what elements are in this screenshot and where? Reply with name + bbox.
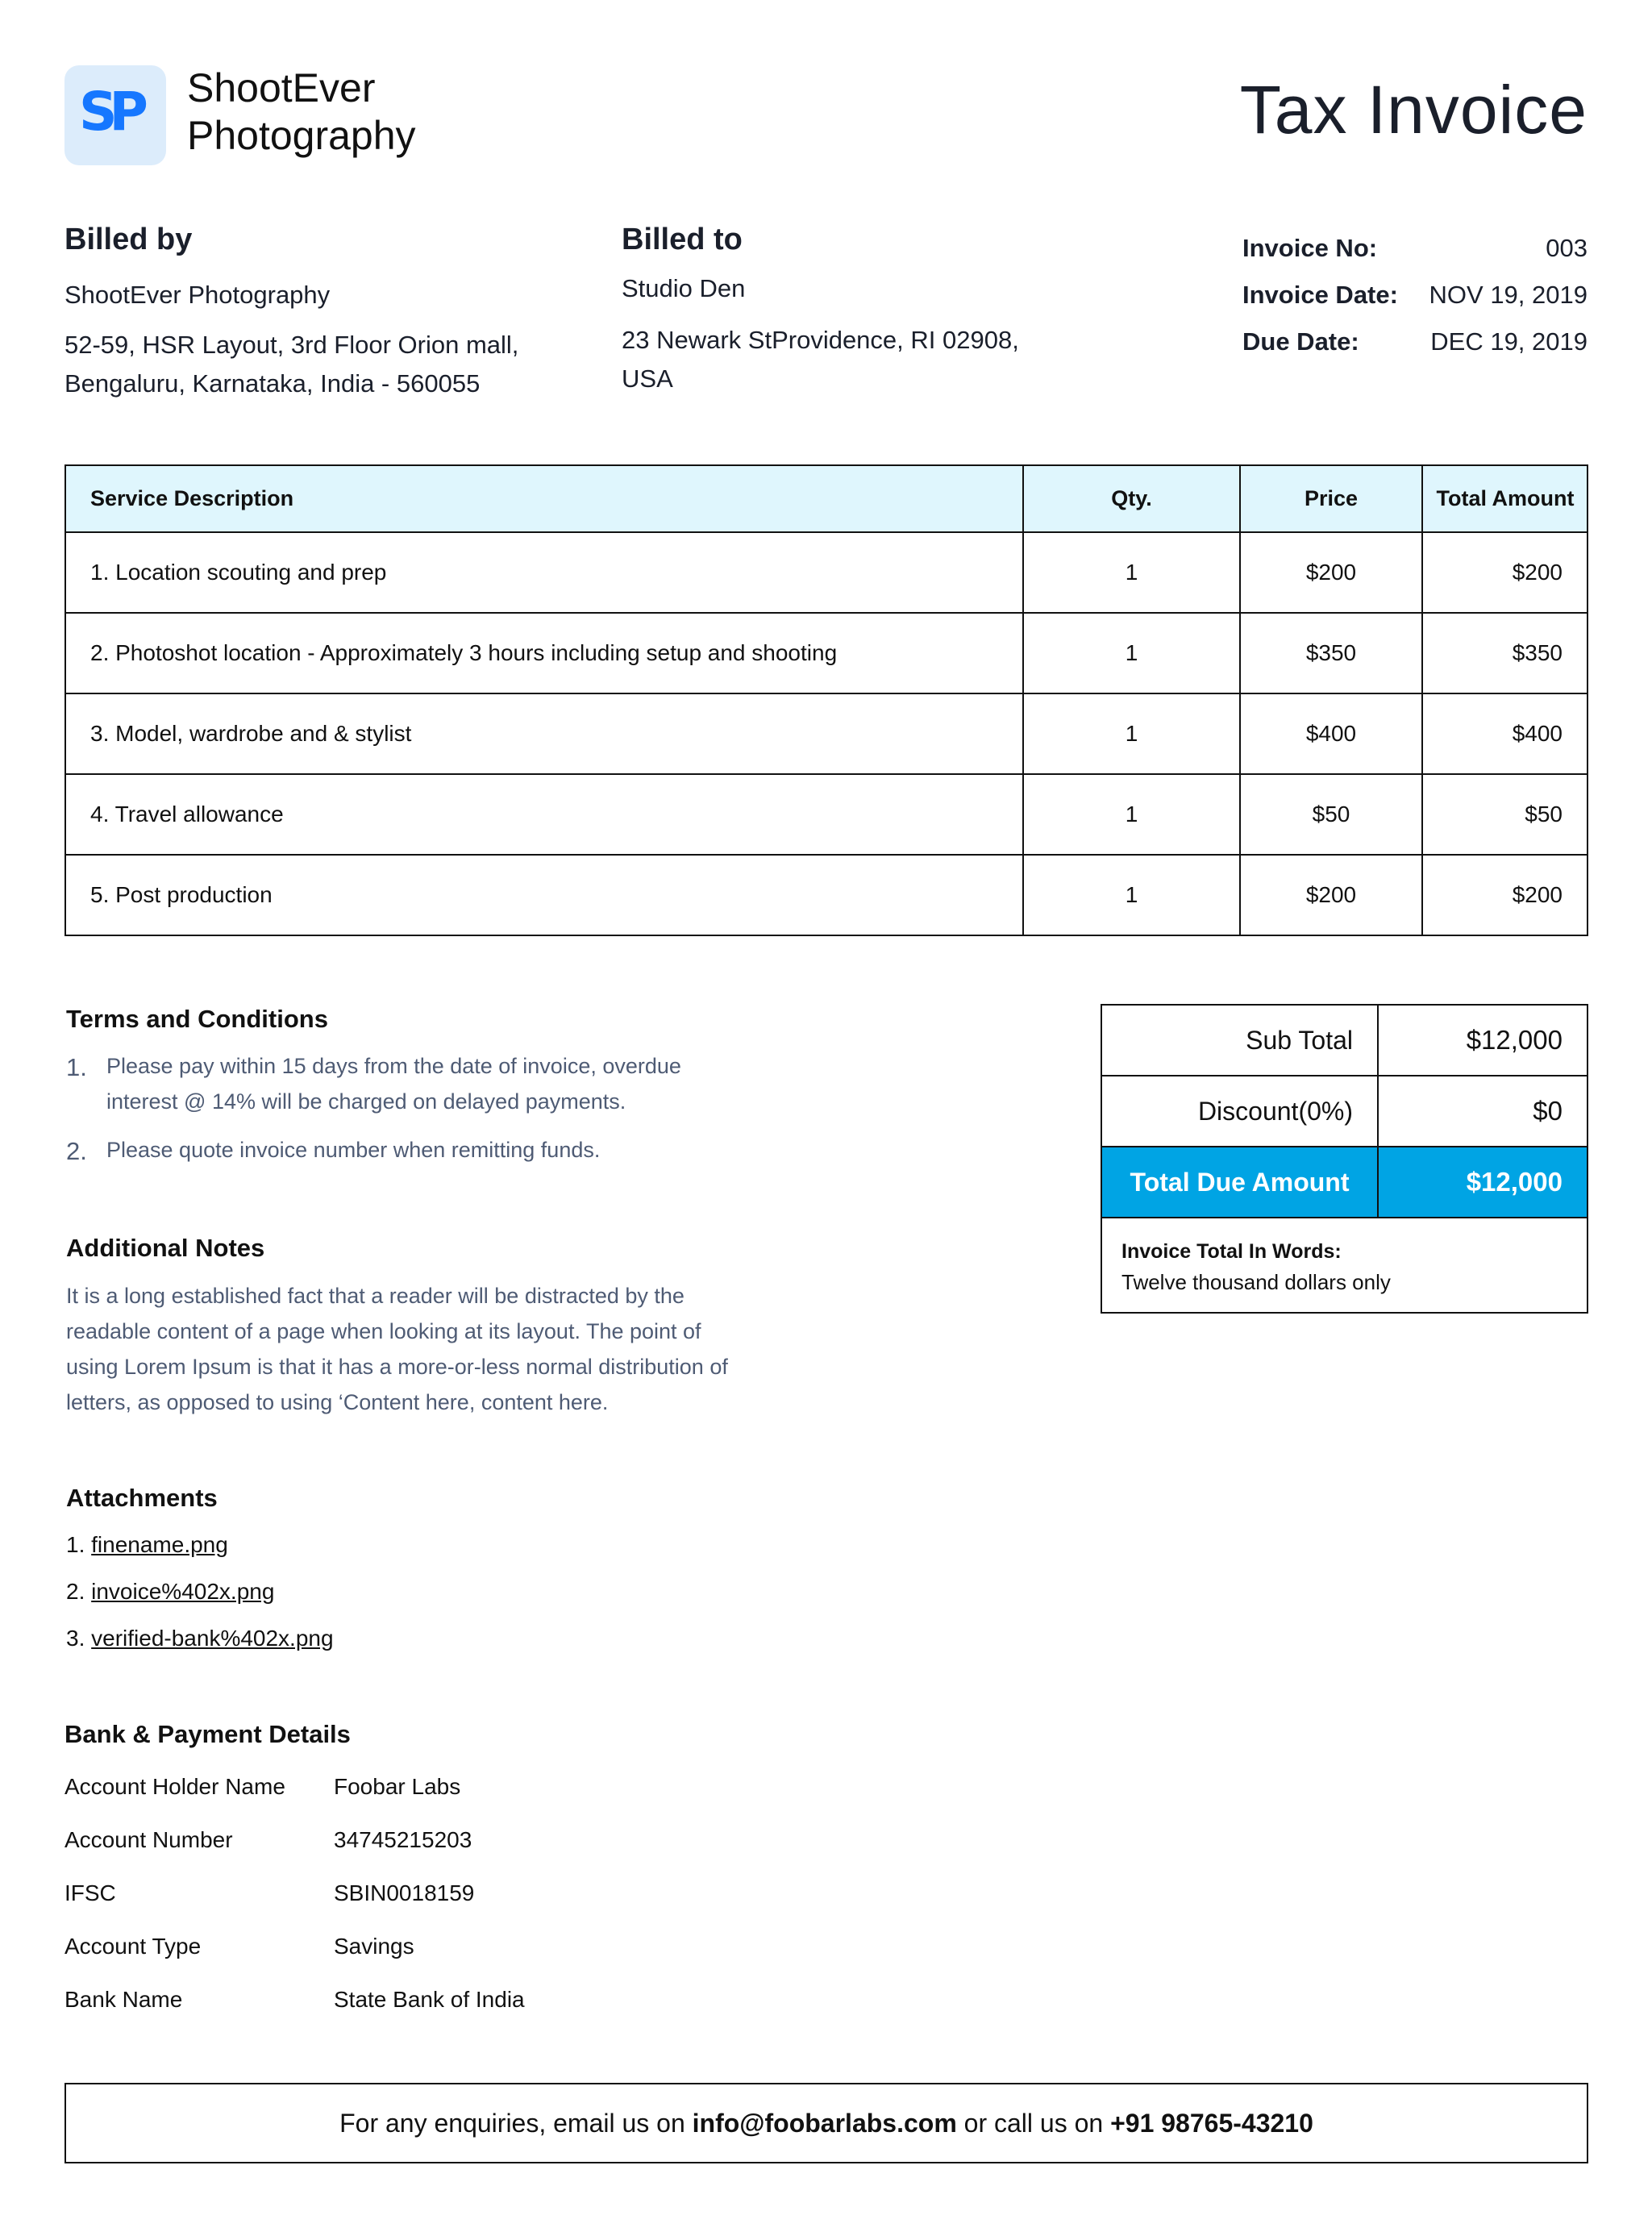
item-qty: 1 <box>1023 693 1240 774</box>
table-row <box>65 855 1588 935</box>
item-description: 4. Travel allowance <box>65 774 1023 855</box>
attachment-number: 1. <box>66 1532 85 1557</box>
bank-ifsc-label: IFSC <box>64 1880 116 1905</box>
item-qty: 1 <box>1023 855 1240 935</box>
attachments-heading: Attachments <box>66 1484 218 1512</box>
billed-by-address-line2: Bengaluru, Karnataka, India - 560055 <box>64 369 481 398</box>
total-due-row <box>1102 1147 1587 1218</box>
item-total: $200 <box>1422 532 1588 613</box>
page-title: Tax Invoice <box>1239 72 1588 148</box>
billed-to-address-line1: 23 Newark StProvidence, RI 02908, <box>622 326 1019 354</box>
billed-by-name: ShootEver Photography <box>64 281 331 309</box>
col-header-price: Price <box>1240 465 1422 532</box>
billed-by-heading: Billed by <box>64 223 193 256</box>
total-in-words-value: Twelve thousand dollars only <box>1121 1270 1391 1294</box>
notes-text <box>66 1278 728 1420</box>
invoice-no-value: 003 <box>1546 234 1588 262</box>
invoice-date-value: NOV 19, 2019 <box>1429 281 1588 309</box>
item-qty: 1 <box>1023 774 1240 855</box>
company-name-line1: ShootEver <box>187 65 376 110</box>
footer-prefix: For any enquiries, email us on <box>339 2108 685 2138</box>
item-price: $200 <box>1240 532 1422 613</box>
total-in-words <box>1102 1218 1587 1312</box>
bank-account-holder-label: Account Holder Name <box>64 1774 285 1799</box>
footer-phone[interactable]: +91 98765-43210 <box>1110 2108 1313 2138</box>
company-name <box>187 65 416 160</box>
table-row <box>65 774 1588 855</box>
discount-row <box>1102 1076 1587 1147</box>
bank-heading: Bank & Payment Details <box>64 1720 351 1748</box>
item-description: 1. Location scouting and prep <box>65 532 1023 613</box>
terms-item-text <box>106 1048 681 1119</box>
totals-box <box>1101 1004 1588 1314</box>
logo-letters: SP <box>79 81 140 143</box>
item-qty: 1 <box>1023 613 1240 693</box>
footer-enquiries <box>64 2083 1588 2163</box>
attachment-link[interactable]: finename.png <box>91 1532 228 1557</box>
due-date-value: DEC 19, 2019 <box>1430 327 1588 356</box>
item-description: 5. Post production <box>65 855 1023 935</box>
subtotal-label: Sub Total <box>1102 1006 1379 1075</box>
item-price: $350 <box>1240 613 1422 693</box>
subtotal-value: $12,000 <box>1466 1025 1563 1055</box>
item-description: 2. Photoshot location - Approximately 3 hours including setup and shooting <box>65 613 1023 693</box>
item-total: $400 <box>1422 693 1588 774</box>
col-header-description: Service Description <box>65 465 1023 532</box>
col-header-total: Total Amount <box>1422 465 1588 532</box>
notes-heading: Additional Notes <box>66 1234 265 1262</box>
bank-account-type-label: Account Type <box>64 1934 202 1959</box>
subtotal-row <box>1102 1006 1587 1076</box>
notes-line: readable content of a page when looking at its layout. The point of <box>66 1319 701 1343</box>
item-total: $50 <box>1422 774 1588 855</box>
item-price: $200 <box>1240 855 1422 935</box>
terms-item-line: Please pay within 15 days from the date of invoice, overdue <box>106 1054 681 1078</box>
footer-email[interactable]: info@foobarlabs.com <box>692 2108 957 2138</box>
billed-to-heading: Billed to <box>622 223 743 256</box>
attachment-item <box>66 1532 228 1558</box>
notes-line: It is a long established fact that a reader will be distracted by the <box>66 1284 685 1308</box>
company-name-line2: Photography <box>187 113 416 158</box>
col-header-qty: Qty. <box>1023 465 1240 532</box>
bank-account-number-value: 34745215203 <box>334 1827 472 1852</box>
attachment-number: 3. <box>66 1626 85 1651</box>
item-price: $50 <box>1240 774 1422 855</box>
billed-to-address-line2: USA <box>622 364 673 393</box>
terms-item-text: Please quote invoice number when remitting funds. <box>106 1138 601 1162</box>
table-row <box>65 613 1588 693</box>
table-row <box>65 693 1588 774</box>
attachment-link[interactable]: verified-bank%402x.png <box>91 1626 334 1651</box>
discount-label: Discount(0%) <box>1102 1076 1379 1146</box>
total-due-value: $12,000 <box>1466 1167 1563 1197</box>
item-total: $350 <box>1422 613 1588 693</box>
billed-to-name: Studio Den <box>622 274 746 302</box>
bank-account-type-value: Savings <box>334 1934 414 1959</box>
attachment-item <box>66 1579 274 1605</box>
table-row <box>65 532 1588 613</box>
invoice-no-label: Invoice No: <box>1242 234 1378 262</box>
bank-name-value: State Bank of India <box>334 1987 525 2012</box>
attachment-link[interactable]: invoice%402x.png <box>91 1579 275 1604</box>
table-header-row <box>65 465 1588 532</box>
notes-line: letters, as opposed to using ‘Content here, content here. <box>66 1390 609 1414</box>
company-logo <box>64 65 166 165</box>
sp-logo-icon <box>64 65 166 165</box>
footer-middle: or call us on <box>963 2108 1104 2138</box>
item-description: 3. Model, wardrobe and & stylist <box>65 693 1023 774</box>
bank-name-label: Bank Name <box>64 1987 183 2012</box>
notes-line: using Lorem Ipsum is that it has a more-or-less normal distribution of <box>66 1355 728 1379</box>
due-date-label: Due Date: <box>1242 327 1359 356</box>
items-table <box>64 464 1588 936</box>
invoice-date-label: Invoice Date: <box>1242 281 1398 309</box>
terms-item-number: 2. <box>66 1137 87 1165</box>
bank-account-number-label: Account Number <box>64 1827 233 1852</box>
terms-item-number: 1. <box>66 1053 87 1081</box>
bank-account-holder-value: Foobar Labs <box>334 1774 461 1799</box>
billed-by-address-line1: 52-59, HSR Layout, 3rd Floor Orion mall, <box>64 331 519 359</box>
discount-value: $0 <box>1533 1096 1563 1126</box>
bank-ifsc-value: SBIN0018159 <box>334 1880 475 1905</box>
item-price: $400 <box>1240 693 1422 774</box>
terms-item-line: interest @ 14% will be charged on delayed payments. <box>106 1089 626 1114</box>
item-total: $200 <box>1422 855 1588 935</box>
terms-heading: Terms and Conditions <box>66 1005 328 1033</box>
item-qty: 1 <box>1023 532 1240 613</box>
attachment-item <box>66 1626 334 1651</box>
total-due-label: Total Due Amount <box>1102 1147 1379 1217</box>
attachment-number: 2. <box>66 1579 85 1604</box>
total-in-words-label: Invoice Total In Words: <box>1121 1240 1342 1263</box>
